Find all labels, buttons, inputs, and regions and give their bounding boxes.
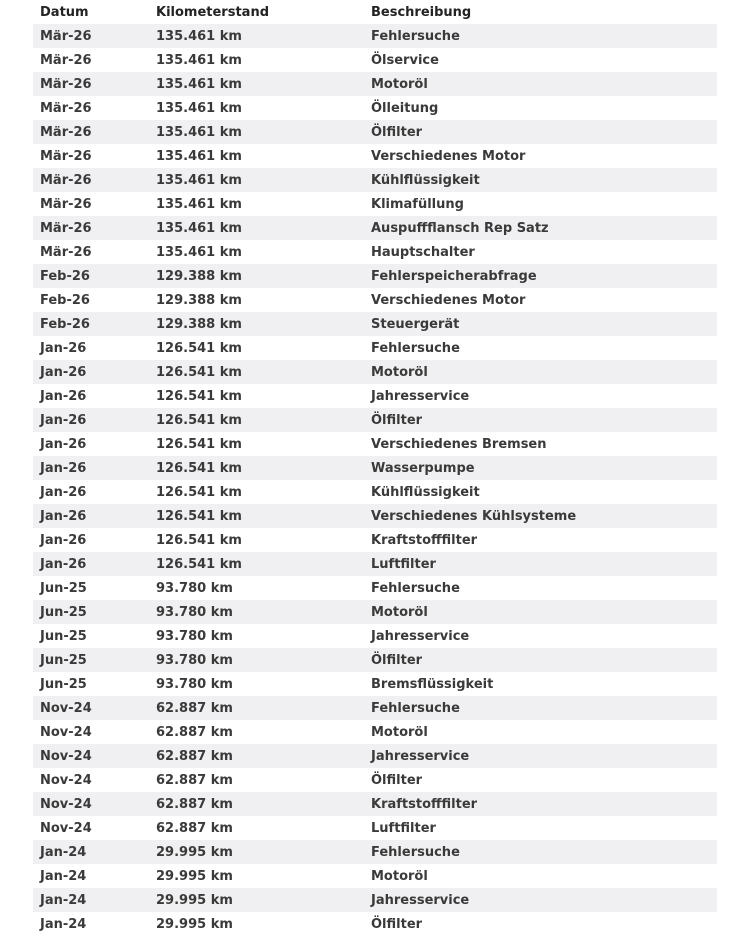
cell-description: Verschiedenes Motor	[364, 144, 717, 168]
cell-mileage: 135.461 km	[149, 96, 364, 120]
cell-description: Fehlersuche	[364, 336, 717, 360]
cell-mileage: 135.461 km	[149, 120, 364, 144]
table-row	[33, 792, 717, 816]
cell-mileage: 126.541 km	[149, 552, 364, 576]
table-row	[33, 312, 717, 336]
cell-description: Fehlerspeicherabfrage	[364, 264, 717, 288]
cell-mileage: 126.541 km	[149, 408, 364, 432]
table-body	[33, 24, 717, 936]
cell-date: Mär-26	[33, 240, 149, 264]
cell-mileage: 126.541 km	[149, 480, 364, 504]
header-row	[33, 0, 717, 24]
cell-description: Wasserpumpe	[364, 456, 717, 480]
table-row	[33, 600, 717, 624]
cell-mileage: 135.461 km	[149, 72, 364, 96]
table-row	[33, 528, 717, 552]
table-row	[33, 240, 717, 264]
cell-mileage: 29.995 km	[149, 912, 364, 936]
cell-description: Motoröl	[364, 360, 717, 384]
cell-date: Nov-24	[33, 696, 149, 720]
table-row	[33, 456, 717, 480]
cell-date: Nov-24	[33, 744, 149, 768]
cell-date: Feb-26	[33, 288, 149, 312]
cell-date: Nov-24	[33, 720, 149, 744]
cell-date: Jun-25	[33, 648, 149, 672]
cell-date: Mär-26	[33, 168, 149, 192]
cell-mileage: 135.461 km	[149, 216, 364, 240]
cell-description: Klimafüllung	[364, 192, 717, 216]
cell-mileage: 93.780 km	[149, 672, 364, 696]
table-row	[33, 720, 717, 744]
cell-description: Verschiedenes Motor	[364, 288, 717, 312]
cell-date: Jan-26	[33, 360, 149, 384]
cell-description: Motoröl	[364, 600, 717, 624]
cell-description: Ölfilter	[364, 120, 717, 144]
cell-mileage: 29.995 km	[149, 840, 364, 864]
table-row	[33, 912, 717, 936]
cell-date: Jun-25	[33, 600, 149, 624]
cell-mileage: 29.995 km	[149, 888, 364, 912]
table-row	[33, 192, 717, 216]
cell-date: Jan-26	[33, 432, 149, 456]
cell-mileage: 93.780 km	[149, 624, 364, 648]
cell-description: Auspuffflansch Rep Satz	[364, 216, 717, 240]
cell-description: Motoröl	[364, 72, 717, 96]
cell-mileage: 93.780 km	[149, 576, 364, 600]
cell-description: Fehlersuche	[364, 840, 717, 864]
table-row	[33, 168, 717, 192]
cell-date: Jan-26	[33, 384, 149, 408]
cell-mileage: 135.461 km	[149, 48, 364, 72]
cell-description: Fehlersuche	[364, 24, 717, 48]
cell-date: Mär-26	[33, 144, 149, 168]
cell-mileage: 126.541 km	[149, 504, 364, 528]
cell-date: Mär-26	[33, 48, 149, 72]
cell-mileage: 93.780 km	[149, 648, 364, 672]
cell-description: Ölfilter	[364, 408, 717, 432]
cell-description: Ölfilter	[364, 912, 717, 936]
cell-mileage: 126.541 km	[149, 360, 364, 384]
cell-date: Jun-25	[33, 624, 149, 648]
cell-date: Jan-26	[33, 552, 149, 576]
cell-date: Jan-24	[33, 912, 149, 936]
cell-mileage: 62.887 km	[149, 768, 364, 792]
cell-date: Mär-26	[33, 72, 149, 96]
cell-description: Verschiedenes Kühlsysteme	[364, 504, 717, 528]
cell-mileage: 135.461 km	[149, 144, 364, 168]
cell-description: Motoröl	[364, 720, 717, 744]
cell-mileage: 135.461 km	[149, 240, 364, 264]
table-row	[33, 816, 717, 840]
table-row	[33, 480, 717, 504]
cell-date: Mär-26	[33, 120, 149, 144]
cell-description: Ölfilter	[364, 768, 717, 792]
cell-description: Verschiedenes Bremsen	[364, 432, 717, 456]
cell-mileage: 126.541 km	[149, 384, 364, 408]
cell-description: Jahresservice	[364, 624, 717, 648]
cell-description: Kraftstofffilter	[364, 528, 717, 552]
cell-mileage: 29.995 km	[149, 864, 364, 888]
table-row	[33, 336, 717, 360]
cell-date: Jan-24	[33, 864, 149, 888]
table-row	[33, 360, 717, 384]
cell-description: Bremsflüssigkeit	[364, 672, 717, 696]
table-row	[33, 888, 717, 912]
cell-date: Jan-24	[33, 840, 149, 864]
cell-description: Jahresservice	[364, 744, 717, 768]
table-row	[33, 48, 717, 72]
table-row	[33, 120, 717, 144]
cell-date: Nov-24	[33, 792, 149, 816]
table-row	[33, 144, 717, 168]
table-row	[33, 24, 717, 48]
column-header-date: Datum	[33, 0, 149, 24]
cell-date: Jan-26	[33, 408, 149, 432]
cell-mileage: 126.541 km	[149, 528, 364, 552]
cell-mileage: 126.541 km	[149, 432, 364, 456]
cell-mileage: 62.887 km	[149, 744, 364, 768]
cell-mileage: 126.541 km	[149, 336, 364, 360]
cell-date: Jan-24	[33, 888, 149, 912]
cell-mileage: 135.461 km	[149, 24, 364, 48]
cell-date: Jan-26	[33, 456, 149, 480]
cell-date: Jun-25	[33, 576, 149, 600]
cell-description: Ölleitung	[364, 96, 717, 120]
cell-mileage: 129.388 km	[149, 312, 364, 336]
table-row	[33, 432, 717, 456]
table-row	[33, 576, 717, 600]
table-row	[33, 216, 717, 240]
cell-date: Jan-26	[33, 336, 149, 360]
cell-description: Fehlersuche	[364, 576, 717, 600]
cell-mileage: 135.461 km	[149, 192, 364, 216]
table-row	[33, 744, 717, 768]
cell-date: Mär-26	[33, 96, 149, 120]
table-row	[33, 96, 717, 120]
cell-description: Luftfilter	[364, 552, 717, 576]
cell-description: Kühlflüssigkeit	[364, 168, 717, 192]
cell-mileage: 62.887 km	[149, 696, 364, 720]
service-history-table	[33, 0, 717, 936]
column-header-mileage: Kilometerstand	[149, 0, 364, 24]
cell-description: Jahresservice	[364, 888, 717, 912]
cell-description: Luftfilter	[364, 816, 717, 840]
cell-mileage: 126.541 km	[149, 456, 364, 480]
table-row	[33, 72, 717, 96]
cell-date: Mär-26	[33, 216, 149, 240]
table-row	[33, 648, 717, 672]
cell-date: Jun-25	[33, 672, 149, 696]
table-row	[33, 840, 717, 864]
cell-description: Fehlersuche	[364, 696, 717, 720]
cell-description: Steuergerät	[364, 312, 717, 336]
cell-date: Mär-26	[33, 24, 149, 48]
table-row	[33, 624, 717, 648]
cell-description: Kühlflüssigkeit	[364, 480, 717, 504]
cell-description: Kraftstofffilter	[364, 792, 717, 816]
cell-mileage: 129.388 km	[149, 288, 364, 312]
table-row	[33, 768, 717, 792]
cell-mileage: 62.887 km	[149, 792, 364, 816]
table-row	[33, 672, 717, 696]
table-header	[33, 0, 717, 24]
table-row	[33, 408, 717, 432]
cell-mileage: 62.887 km	[149, 720, 364, 744]
cell-description: Motoröl	[364, 864, 717, 888]
cell-description: Jahresservice	[364, 384, 717, 408]
table-row	[33, 696, 717, 720]
cell-mileage: 135.461 km	[149, 168, 364, 192]
cell-date: Nov-24	[33, 816, 149, 840]
table-row	[33, 384, 717, 408]
cell-date: Jan-26	[33, 504, 149, 528]
column-header-description: Beschreibung	[364, 0, 717, 24]
cell-date: Jan-26	[33, 480, 149, 504]
cell-mileage: 62.887 km	[149, 816, 364, 840]
table-row	[33, 504, 717, 528]
cell-date: Feb-26	[33, 264, 149, 288]
cell-date: Nov-24	[33, 768, 149, 792]
cell-description: Hauptschalter	[364, 240, 717, 264]
table-row	[33, 552, 717, 576]
cell-description: Ölservice	[364, 48, 717, 72]
cell-mileage: 93.780 km	[149, 600, 364, 624]
table-row	[33, 288, 717, 312]
table-row	[33, 264, 717, 288]
cell-description: Ölfilter	[364, 648, 717, 672]
cell-mileage: 129.388 km	[149, 264, 364, 288]
table-row	[33, 864, 717, 888]
cell-date: Jan-26	[33, 528, 149, 552]
cell-date: Mär-26	[33, 192, 149, 216]
cell-date: Feb-26	[33, 312, 149, 336]
